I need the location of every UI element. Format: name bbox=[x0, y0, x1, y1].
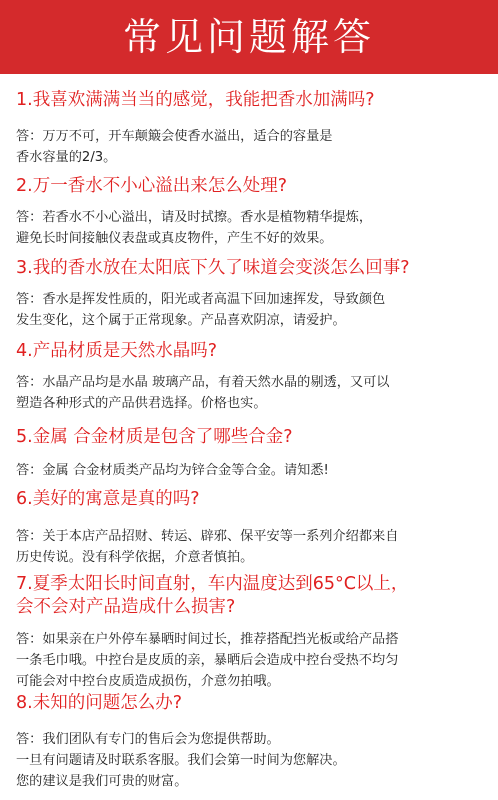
faq-item-6 bbox=[16, 488, 488, 568]
faq-question-6: 6.美好的寓意是真的吗? bbox=[16, 489, 200, 509]
faq-answer-2: 答：若香水不小心溢出，请及时拭擦。香水是植物精华提炼， 避免长时间接触仪表盘或真皮物件，产生不好的效果。 bbox=[16, 210, 373, 246]
faq-answer-5: 答：金属 合金材质类产品均为锌合金等合金。请知悉! bbox=[16, 463, 329, 478]
faq-question-7: 7.夏季太阳长时间直射，车内温度达到65°C以上， 会不会对产品造成什么损害? bbox=[16, 574, 409, 617]
faq-question-2: 2.万一香水不小心溢出来怎么处理? bbox=[16, 176, 287, 196]
faq-item-2 bbox=[16, 175, 488, 249]
faq-answer-4: 答：水晶产品均是水晶 玻璃产品，有着天然水晶的剔透，又可以 塑造各种形式的产品供君选择。价格也实。 bbox=[16, 375, 390, 411]
faq-item-4 bbox=[16, 340, 488, 414]
faq-header-banner bbox=[0, 0, 498, 74]
faq-answer-8: 答：我们团队有专门的售后会为您提供帮助。 一旦有问题请及时联系客服。我们会第一时间为您解决。 您的建议是我们可贵的财富。 bbox=[16, 732, 346, 789]
faq-question-1: 1.我喜欢满满当当的感觉，我能把香水加满吗? bbox=[16, 90, 375, 110]
faq-question-8: 8.未知的问题怎么办? bbox=[16, 693, 182, 713]
faq-item-8 bbox=[16, 692, 488, 792]
page-title: 常见问题解答 bbox=[122, 15, 375, 59]
faq-question-5: 5.金属 合金材质是包含了哪些合金? bbox=[16, 427, 293, 447]
faq-item-1 bbox=[16, 89, 488, 168]
faq-item-3 bbox=[16, 257, 488, 331]
faq-question-3: 3.我的香水放在太阳底下久了味道会变淡怎么回事? bbox=[16, 258, 410, 278]
faq-answer-3: 答：香水是挥发性质的，阳光或者高温下回加速挥发，导致颜色 发生变化，这个属于正常现象。产品喜欢阴凉，请爱护。 bbox=[16, 292, 386, 328]
faq-answer-1: 答：万万不可，开车颠簸会使香水溢出，适合的容量是 香水容量的2/3。 bbox=[16, 129, 333, 165]
faq-answer-6: 答：关于本店产品招财、转运、辟邪、保平安等一系列介绍都来自 历史传说。没有科学依据，介意者慎拍。 bbox=[16, 529, 399, 565]
faq-question-4: 4.产品材质是天然水晶吗? bbox=[16, 341, 217, 361]
faq-answer-7: 答：如果亲在户外停车暴晒时间过长，推荐搭配挡光板或给产品搭 一条毛巾哦。中控台是皮质的亲，暴晒后会造成中控台受热不均匀 可能会对中控台皮质造成损伤，介意勿拍哦。 bbox=[16, 632, 399, 689]
faq-item-5 bbox=[16, 426, 488, 481]
faq-item-7 bbox=[16, 573, 488, 692]
